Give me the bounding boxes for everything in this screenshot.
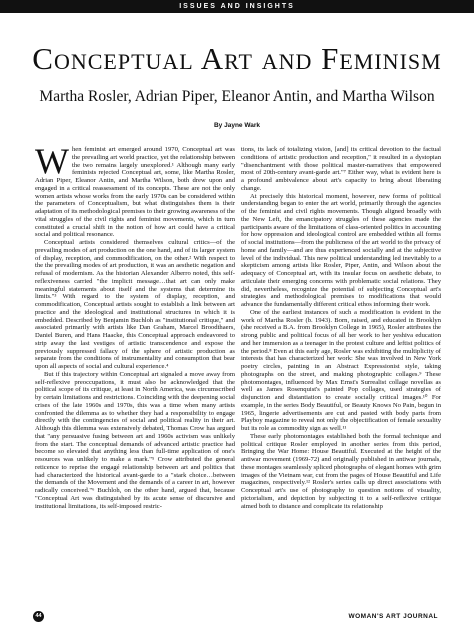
paragraph: These early photomontages established both the formal technique and political critique Rosler employed in another series from this period, Bringing the War Home: House Beautiful. Executed at the height of the antiwar movement (1969-72) and originally published in antiwar journals, these montages seamlessly spliced photographs of elegant homes with grim images of the Vietnam war, cut from the pages of House Beautiful and Life magazines, respectively.¹² Rosler's series calls up direct associations with Conceptual art's use of photography to question notions of visuality, pictorialism, and depiction by subjecting it to a self-reflexive critique aimed both to distance and complicate its relationship: [241, 432, 441, 510]
paragraph: tions, its lack of totalizing vision, [and] its critical devotion to the factual conditions of artistic production and reception," it resulted in a dystopian "disenchantment with those political master-narratives that empowered most of 20th-century avant-garde art."⁷ Either way, what is evident here is a profound ambivalence about art's capacity to bring about liberating change.: [241, 146, 441, 192]
paragraph: One of the earliest instances of such a modification is evident in the work of Martha Rosler (b. 1943). Born, raised, and educated in Brooklyn (she received a B.A. from Brooklyn College in 1965), Rosler attributes the strong public and political focus of all her work to her yeshiva education and her immersion as a teenager in the protest culture and leftist politics of the period.⁸ Even at this early age, Rosler was exhibiting the multiplicity of interests that has characterized her work: She was involved in New York poetry circles, painting in an Abstract Expressionist style, taking photographs on the street, and making photographic collages.⁹ These photomontages, influenced by Max Ernst's Surrealist collage novellas as well as James Rosenquist's painted Pop collages, used strategies of disjunction and distantiation to create socially critical images.¹⁰ For example, in the series Body Beautiful, or Beauty Knows No Pain, begun in 1965, lingerie advertisements are cut and pasted with body parts from Playboy magazine to reveal not only the objectification of female sexuality but its role as commodity sign as well.¹¹: [241, 308, 441, 432]
byline: By Jayne Wark: [213, 122, 260, 129]
paragraph: At precisely this historical moment, however, new forms of political understanding began to enter the art world, primarily through the agencies of the feminist and civil rights movements. Though aligned broadly with the New Left, the emancipatory struggles of these agencies made the participants aware of the limitations of class-oriented politics in accounting for how oppression and ideological control are embedded within all forms of social institutions—from the publicness of the art world to the privacy of home and family—and are thus experienced socially and at the subjective level of the individual. This new political understanding led inevitably to a skepticism among artists like Rosler, Piper, Antin, and Wilson about the adequacy of Conceptual art, with its insular focus on aesthetic debate, to articulate their emerging concerns with problematic social relations. They did, nevertheless, recognize the potential of subjecting Conceptual art's strategies and methodological premises to modifications that would advance the fundamentally different critical ethos informing their work.: [241, 192, 441, 308]
paragraph-text: hen feminist art emerged around 1970, Conceptual art was the prevailing art world practice, yet the relationship between the two remains largely unexplored.¹ Although many early feminists rejected Conceptual art, some, like Martha Rosler, Adrian Piper, Eleanor Antin, and Martha Wilson, both drew upon and engaged in a critical reassessment of its concepts. These are not the only women artists whose works from the early 1970s can be considered within the parameters of Conceptualism, but what distinguishes them is their adaptation of its methodological premises to their growing awareness of the vital struggles of the civil rights and feminist movements, which in turn constituted a crucial shift in the notion of how art could have a critical social and political resonance.: [35, 146, 235, 239]
article-title: Conceptual Art and Feminism: [32, 41, 442, 76]
article-subtitle: Martha Rosler, Adrian Piper, Eleanor Antin, and Martha Wilson: [39, 88, 435, 105]
page-number: 44: [33, 611, 44, 622]
paragraph: But if this trajectory within Conceptual art signaled a move away from self-reflexive preoccupations, it must also be acknowledged that the political scope of its critique, at least in North America, was circumscribed by certain limitations and restrictions. Coinciding with the deepening social crises of the late 1960s and 1970s, this was a time when many artists confronted the dilemma as to whether they had a responsibility to engage directly with the contingencies of social and political reality in their art. Although this dilemma was extensively debated, Thomas Crow has argued that "any persuasive fusing between art and 1960s activism was unlikely from the start. The conceptual demands of advanced artistic practice had become so elevated that anything less than full-time application of one's resources was unlikely to make a mark."⁵ Crow attributed the general reticence to reprise the engagé relationship between art and politics that had characterized the historical avant-garde to a "stark choice…between the demands of the Movement and the demands of a career in art, however radically conceived."⁶ Buchloh, on the other hand, argued that, because "Conceptual Art was distinguished by its acute sense of discursive and institutional limitations, its self-imposed restric-: [35, 370, 235, 510]
journal-name: WOMAN'S ART JOURNAL: [348, 613, 438, 620]
left-column: [35, 146, 235, 612]
right-column: [241, 146, 441, 612]
paragraph: Conceptual artists considered themselves cultural critics—of the prevailing modes of art production on the one hand, and of its larger system of display, reception, and commodification, on the other.² With respect to the the prevailing modes of art production, it was an aesthetic negation and refusal of modernism. As the historian Alexander Alberro noted, this self-reflexiveness carried "the implicit message…that art can only make meaningful statements about itself and the systems that determine its limits."³ With regard to the system of display, reception, and commodification, Conceptual artists sought to establish a link between art practice and the ideological and institutional structures in which it is embedded. Described by Benjamin Buchloh as "institutional critique," and associated primarily with artists like Dan Graham, Marcel Broodthaers, Daniel Buren, and Hans Haacke, this Conceptual approach endeavored to strip away the last vestiges of artistic transcendence and expose the previously suppressed fallacy of the sphere of artistic production as separate from the conditions of instrumentality and consumption that bear upon all aspects of social and cultural experience.⁴: [35, 239, 235, 370]
section-banner: ISSUES AND INSIGHTS: [0, 0, 474, 13]
paragraph: [35, 146, 235, 239]
drop-cap: W: [35, 146, 69, 181]
